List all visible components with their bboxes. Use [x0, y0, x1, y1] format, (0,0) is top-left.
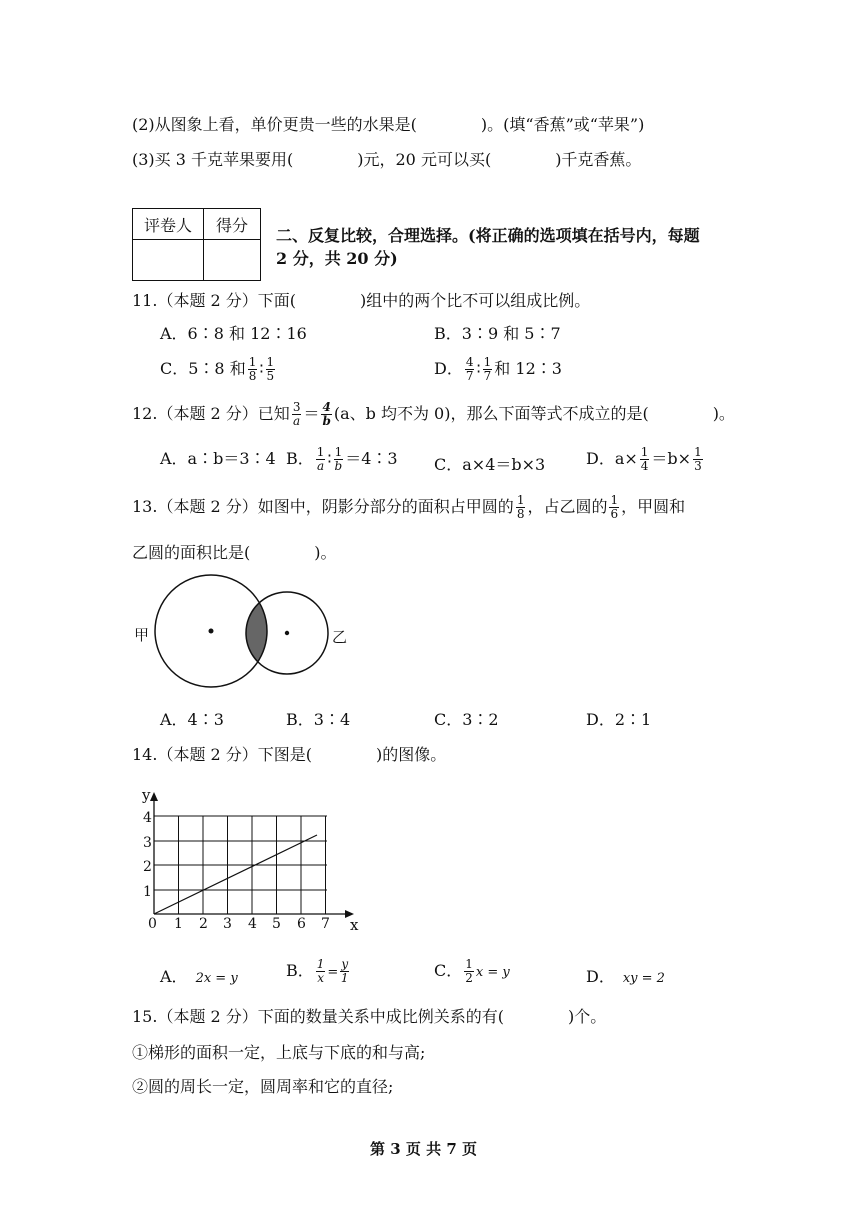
q11-d-frac1: $\frac{4}{7}$ [465, 355, 474, 383]
q14-grid-graph [138, 786, 368, 936]
y-axis-label: y [142, 786, 151, 804]
x-tick-3: 3 [223, 916, 232, 932]
q14-option-b[interactable]: B． $\frac{1}{x}$ = $\frac{y}{1}$ [286, 957, 349, 985]
x-tick-4: 4 [248, 916, 257, 932]
score-table [132, 208, 261, 281]
q11-option-c[interactable]: C．5∶8 和 $\frac{1}{8}$ ∶ $\frac{1}{5}$ [160, 355, 275, 383]
x-tick-2: 2 [199, 916, 208, 932]
q14-b-frac2: $\frac{y}{1}$ [340, 957, 349, 985]
q12-b-frac1: $\frac{1}{a}$ [316, 445, 325, 473]
q13-frac-1-8: $\frac{1}{8}$ [516, 493, 525, 521]
q14-stem: 14.（本题 2 分）下图是( )的图像。 [132, 745, 447, 764]
q14-c-frac1: $\frac{1}{2}$ [465, 957, 473, 985]
score-header: 得分 [204, 209, 261, 240]
y-tick-3: 3 [143, 835, 152, 851]
q11-c-text: C．5∶8 和 [160, 359, 246, 378]
grid-lines [154, 816, 327, 914]
q13-stem: 13.（本题 2 分）如图中，阴影分部分的面积占甲圆的 $\frac{1}{8}$ ，占乙圆的 $\frac{1}{6}$ ，甲圆和 [132, 493, 686, 521]
grader-header: 评卷人 [133, 209, 204, 240]
label-jia: 甲 [134, 626, 150, 644]
q13-option-c[interactable]: C．3∶2 [434, 710, 499, 729]
q13-stem-line2: 乙圆的面积比是( )。 [132, 543, 337, 562]
q10-part2-text: (2)从图象上看，单价更贵一些的水果是( )。(填“香蕉”或“苹果”) [132, 115, 645, 134]
q14-option-c[interactable]: C． $\frac{1}{2}$ x = y [434, 957, 510, 985]
q11-option-d[interactable]: D． $\frac{4}{7}$ ∶ $\frac{1}{7}$ 和 12∶3 [434, 355, 562, 383]
label-yi: 乙 [332, 628, 348, 646]
score-cell[interactable] [204, 240, 261, 281]
q11-option-a[interactable]: A．6∶8 和 12∶16 [160, 324, 307, 343]
q14-option-a[interactable]: A． 2x = y [160, 967, 238, 986]
q11-d-frac2: $\frac{1}{7}$ [483, 355, 492, 383]
x-tick-5: 5 [272, 916, 281, 932]
x-tick-1: 1 [174, 916, 183, 932]
q11-option-b[interactable]: B．3∶9 和 5∶7 [434, 324, 561, 343]
q12-option-c[interactable]: C．a×4＝b×3 [434, 455, 546, 474]
x-tick-0: 0 [148, 916, 157, 932]
q13-option-d[interactable]: D．2∶1 [586, 710, 652, 729]
section-title-line2: 2 分，共 20 分) [276, 249, 398, 268]
y-tick-2: 2 [143, 859, 152, 875]
y-tick-1: 1 [143, 884, 152, 900]
grader-cell[interactable] [133, 240, 204, 281]
q15-stem: 15.（本题 2 分）下面的数量关系中成比例关系的有( )个。 [132, 1007, 607, 1026]
q12-option-d[interactable]: D．a× $\frac{1}{4}$ ＝b× $\frac{1}{3}$ [586, 445, 702, 473]
q13-option-b[interactable]: B．3∶4 [286, 710, 351, 729]
q12-frac-4-b: $\frac{4}{b}$ [322, 400, 331, 428]
y-tick-4: 4 [143, 810, 152, 826]
q12-d-frac1: $\frac{1}{4}$ [640, 445, 649, 473]
q15-item-1: ①梯形的面积一定，上底与下底的和与高; [132, 1043, 426, 1062]
q11-c-frac2: $\frac{1}{5}$ [266, 355, 275, 383]
section-title-line1: 二、反复比较，合理选择。(将正确的选项填在括号内，每题 [276, 226, 700, 245]
center-yi [285, 631, 289, 635]
page-footer: 第 3 页 共 7 页 [370, 1140, 477, 1158]
center-jia [209, 629, 214, 634]
x-axis-label: x [350, 916, 359, 934]
q12-d-frac2: $\frac{1}{3}$ [694, 445, 702, 473]
q14-option-d[interactable]: D． xy = 2 [586, 967, 665, 986]
q12-stem: 12.（本题 2 分）已知 $\frac{3}{a}$ ＝ $\frac{4}{b}$ (a、b 均不为 0)，那么下面等式不成立的是( )。 [132, 400, 735, 428]
q11-stem: 11.（本题 2 分）下面( )组中的两个比不可以组成比例。 [132, 291, 591, 310]
x-tick-6: 6 [297, 916, 306, 932]
q15-item-2: ②圆的周长一定，圆周率和它的直径; [132, 1077, 394, 1096]
q11-c-frac1: $\frac{1}{8}$ [248, 355, 257, 383]
q10-part3-text: (3)买 3 千克苹果要用( )元，20 元可以买( )千克香蕉。 [132, 150, 642, 169]
y-axis-arrow [150, 792, 158, 801]
q11-d-label: D． [434, 359, 463, 378]
q14-b-frac1: $\frac{1}{x}$ [316, 957, 325, 985]
q12-b-frac2: $\frac{1}{b}$ [334, 445, 343, 473]
q12-option-b[interactable]: B． $\frac{1}{a}$ ∶ $\frac{1}{b}$ ＝4∶3 [286, 445, 398, 473]
x-tick-7: 7 [321, 916, 330, 932]
q12-option-a[interactable]: A．a∶b＝3∶4 [160, 449, 276, 468]
q13-circles-diagram [130, 570, 360, 700]
q13-frac-1-6: $\frac{1}{6}$ [610, 493, 619, 521]
q12-frac-3-a: $\frac{3}{a}$ [292, 400, 301, 428]
q13-option-a[interactable]: A．4∶3 [160, 710, 224, 729]
